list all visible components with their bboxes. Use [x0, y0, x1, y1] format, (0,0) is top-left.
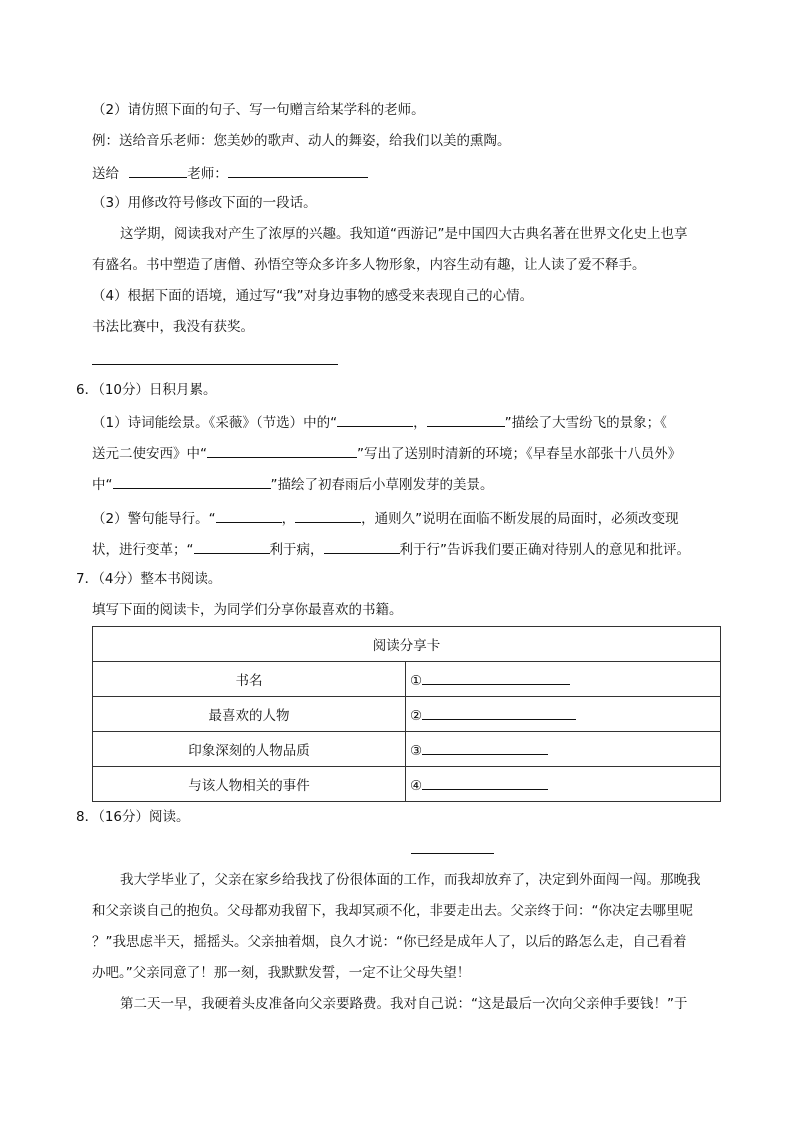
- text: 送元二使安西》中“: [92, 446, 207, 462]
- poem-blank-1[interactable]: [337, 411, 413, 427]
- q8-para2-line1: 第二天一早，我硬着头皮准备向父亲要路费。我对自己说：“这是最后一次向父亲伸手要钱！”于: [120, 996, 688, 1012]
- q7-intro: 填写下面的阅读卡，为同学们分享你最喜欢的书籍。: [92, 602, 403, 618]
- answer-blank[interactable]: [422, 774, 548, 790]
- text: ”写出了送别时清新的环境；《早春呈水部张十八员外》: [357, 446, 682, 462]
- card-title: 阅读分享卡: [93, 627, 721, 662]
- poem-blank-4[interactable]: [113, 473, 271, 489]
- marker: ③: [410, 743, 423, 759]
- quote-blank-2[interactable]: [295, 507, 361, 523]
- marker: ④: [410, 778, 423, 794]
- card-answer[interactable]: [406, 732, 721, 767]
- q6-heading: 6．（10分）日积月累。: [76, 382, 217, 398]
- answer-blank[interactable]: [422, 669, 570, 685]
- q5-part3-prompt: （3）用修改符号修改下面的一段话。: [92, 195, 317, 211]
- text: ，: [413, 415, 427, 431]
- quote-blank-1[interactable]: [216, 507, 282, 523]
- card-label: 书名: [93, 662, 406, 697]
- q5-fill-line: [92, 162, 368, 184]
- quote-blank-3[interactable]: [194, 538, 270, 554]
- text: （2）警句能导行。“: [92, 511, 216, 527]
- text: ，: [281, 511, 296, 527]
- message-blank[interactable]: [228, 162, 368, 178]
- text: 利于病，: [269, 542, 324, 558]
- q8-heading: 8．（16分）阅读。: [76, 809, 190, 825]
- text: 状，进行变革；“: [92, 542, 194, 558]
- card-row: [93, 767, 721, 802]
- answer-line[interactable]: [92, 364, 338, 365]
- q5-example-sentence: 例：送给音乐老师：您美妙的歌声、动人的舞姿，给我们以美的熏陶。: [92, 133, 511, 149]
- card-answer[interactable]: [406, 767, 721, 802]
- text: ，通则久”说明在面临不断发展的局面时，必须改变现: [361, 511, 679, 527]
- answer-blank[interactable]: [422, 704, 576, 720]
- text: 利于行”告诉我们要正确对待别人的意见和批评。: [399, 542, 690, 558]
- q8-para1-line3: ？”我思虑半天，摇摇头。父亲抽着烟，良久才说：“你已经是成年人了，以后的路怎么走，自己看着: [92, 934, 687, 950]
- q6-part2-line2: [92, 538, 690, 560]
- quote-blank-4[interactable]: [324, 538, 400, 554]
- card-answer[interactable]: [406, 697, 721, 732]
- fill-mid: 老师：: [187, 166, 228, 182]
- text: ”描绘了初春雨后小草刚发芽的美景。: [270, 477, 494, 493]
- text: （1）诗词能绘景。《采薇》（节选）中的“: [92, 415, 338, 431]
- reading-share-card: [92, 626, 721, 802]
- card-row: [93, 732, 721, 767]
- q5-part4-context: 书法比赛中，我没有获奖。: [92, 319, 254, 335]
- poem-blank-2[interactable]: [427, 411, 505, 427]
- fill-prefix: 送给: [92, 166, 119, 182]
- q5-part3-text-line1: 这学期，阅读我对产生了浓厚的兴趣。我知道“西游记”是中国四大古典名著在世界文化史上也享: [120, 226, 688, 242]
- q7-heading: 7．（4分）整本书阅读。: [76, 571, 222, 587]
- q5-part3-text-line2: 有盛名。书中塑造了唐僧、孙悟空等众多许多人物形象，内容生动有趣，让人读了爱不释手。: [92, 257, 646, 273]
- text: 中“: [92, 477, 113, 493]
- card-header-row: [93, 627, 721, 662]
- answer-blank[interactable]: [422, 739, 548, 755]
- marker: ②: [410, 708, 423, 724]
- card-label: 与该人物相关的事件: [93, 767, 406, 802]
- card-row: [93, 662, 721, 697]
- q8-para1-line2: 和父亲谈自己的抱负。父母都劝我留下，我却冥顽不化，非要走出去。父亲终于问：“你决定去哪里呢: [92, 903, 693, 919]
- q6-part1-line2: [92, 442, 681, 464]
- poem-blank-3[interactable]: [207, 442, 357, 458]
- q8-para1-line1: 我大学毕业了，父亲在家乡给我找了份很体面的工作，而我却放弃了，决定到外面闯一闯。那晚我: [120, 872, 701, 888]
- q5-part2-prompt: （2）请仿照下面的句子、写一句赠言给某学科的老师。: [92, 102, 425, 118]
- text: ”描绘了大雪纷飞的景象；《: [504, 415, 667, 431]
- marker: ①: [410, 673, 423, 689]
- card-answer[interactable]: [406, 662, 721, 697]
- q6-part1-line1: [92, 411, 667, 433]
- title-blank[interactable]: [411, 853, 494, 854]
- card-row: [93, 697, 721, 732]
- q8-para1-line4: 办吧。”父亲同意了！那一刻，我默默发誓，一定不让父母失望！: [92, 965, 471, 981]
- q6-part1-line3: [92, 473, 494, 495]
- card-label: 最喜欢的人物: [93, 697, 406, 732]
- q5-part4-prompt: （4）根据下面的语境，通过写“我”对身边事物的感受来表现自己的心情。: [92, 288, 534, 304]
- q6-part2-line1: [92, 507, 679, 529]
- card-label: 印象深刻的人物品质: [93, 732, 406, 767]
- subject-blank[interactable]: [129, 162, 187, 178]
